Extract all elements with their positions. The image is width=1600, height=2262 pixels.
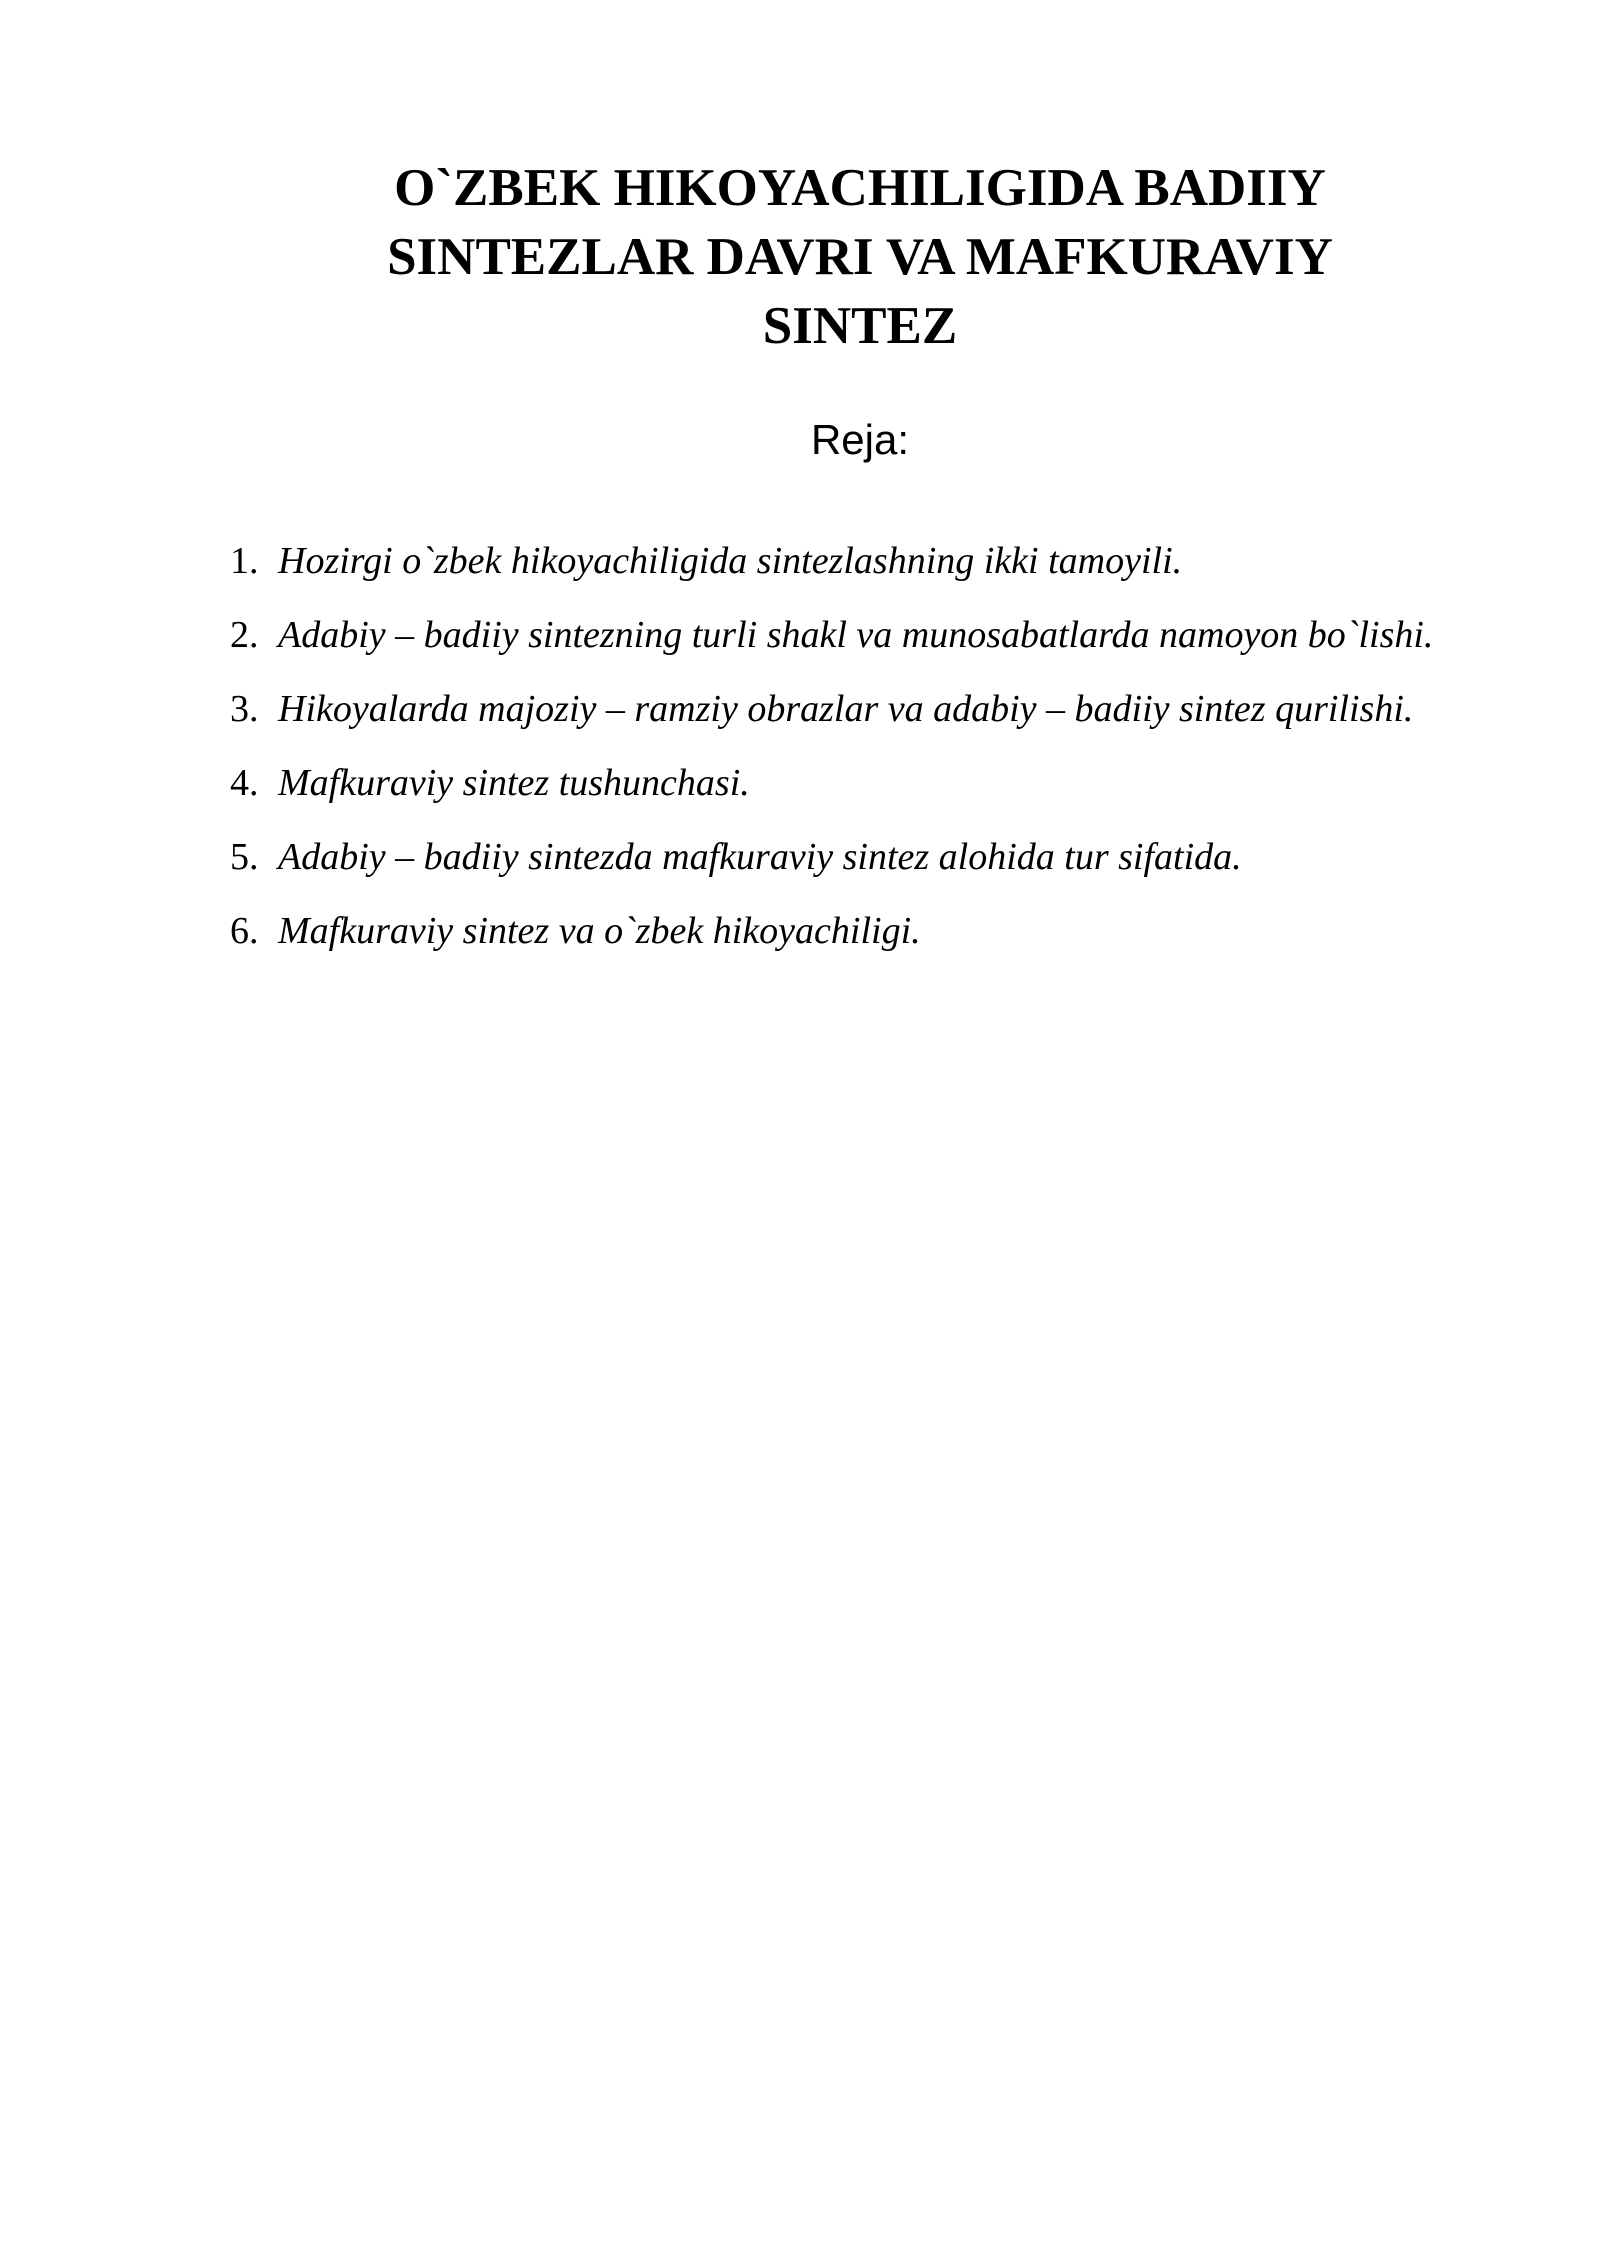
plan-item-number: 1. <box>230 540 259 582</box>
plan-item <box>230 894 1491 968</box>
title-line: O`ZBEK HIKOYACHILIGIDA BADIIY <box>394 159 1326 217</box>
plan-item-text: Adabiy – badiiy sintezda mafkuraviy sintez alohida tur sifatida. <box>278 836 1242 878</box>
plan-item-text: Mafkuraviy sintez va o`zbek hikoyachiligi. <box>278 910 921 952</box>
plan-item-number: 6. <box>230 910 259 952</box>
plan-heading: Reja: <box>810 416 910 463</box>
plan-item <box>230 820 1491 894</box>
plan-item <box>230 672 1491 746</box>
plan-item-number: 5. <box>230 836 259 878</box>
title-line: SINTEZ <box>762 297 958 355</box>
document-title <box>230 154 1490 361</box>
plan-item-text: Hikoyalarda majoziy – ramziy obrazlar va adabiy – badiiy sintez qurilishi. <box>278 688 1414 730</box>
plan-item-number: 2. <box>230 614 259 656</box>
plan-item-text: Hozirgi o`zbek hikoyachiligida sintezlashning ikki tamoyili. <box>278 540 1183 582</box>
plan-item-text: Adabiy – badiiy sintezning turli shakl va munosabatlarda namoyon bo`lishi. <box>278 614 1434 656</box>
title-line: SINTEZLAR DAVRI VA MAFKURAVIY <box>387 228 1333 286</box>
plan-item-number: 4. <box>230 762 259 804</box>
plan-item-text: Mafkuraviy sintez tushunchasi. <box>278 762 750 804</box>
plan-item <box>230 598 1491 672</box>
plan-item <box>230 524 1491 598</box>
plan-item-number: 3. <box>230 688 259 730</box>
plan-item <box>230 746 1491 820</box>
plan-list <box>230 524 1491 968</box>
